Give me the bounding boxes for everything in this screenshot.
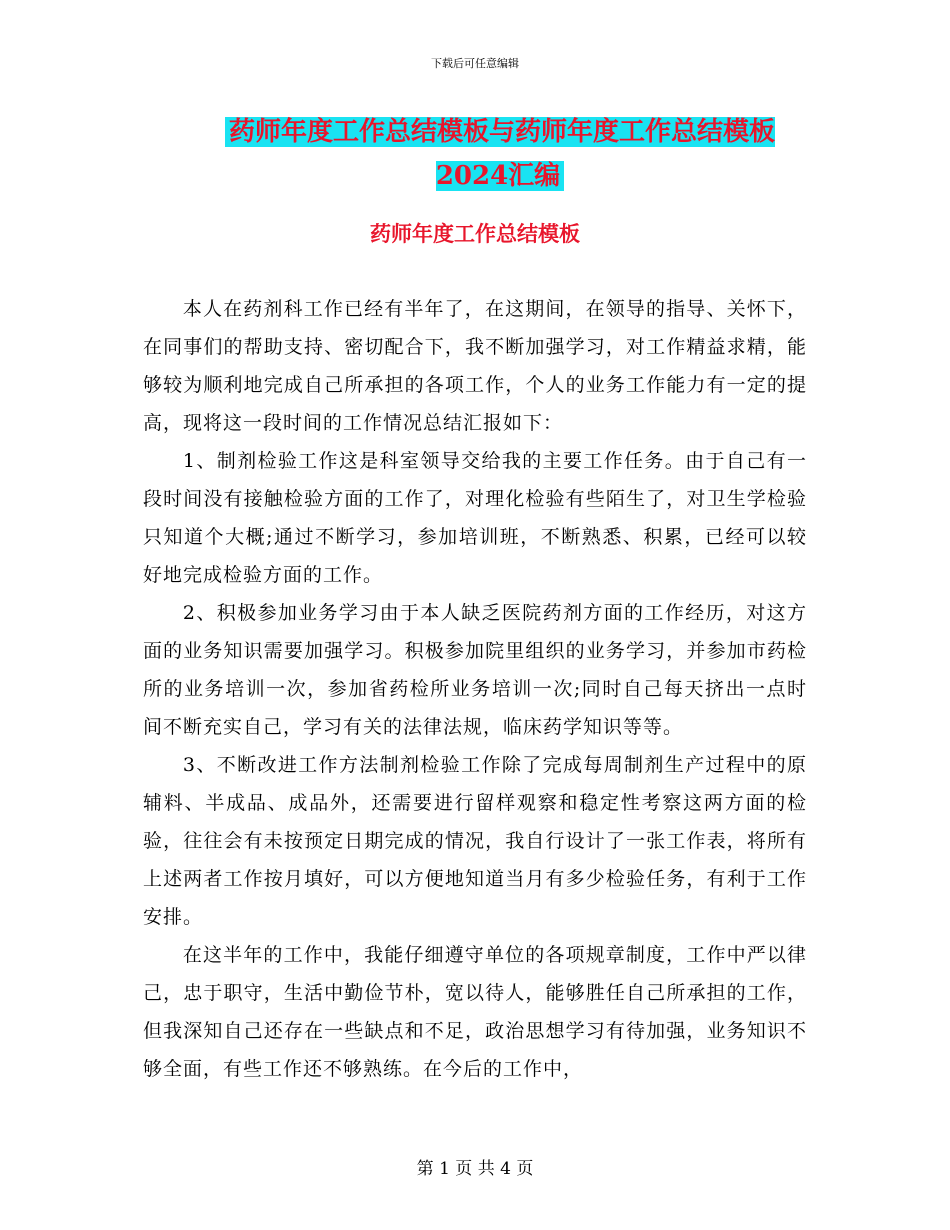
paragraph-item-1: 1、制剂检验工作这是科室领导交给我的主要工作任务。由于自己有一段时间没有接触检验方面的工作了，对理化检验有些陌生了，对卫生学检验只知道个大概;通过不断学习，参加培训班，不断熟悉、积累，已经可以较好地完成检验方面的工作。 xyxy=(143,450,807,586)
section-title: 药师年度工作总结模板 xyxy=(370,221,580,246)
page-number: 第 1 页 共 4 页 xyxy=(416,1159,534,1179)
paragraph-item-2: 2、积极参加业务学习由于本人缺乏医院药剂方面的工作经历，对这方面的业务知识需要加强学习。积极参加院里组织的业务学习，并参加市药检所的业务培训一次，参加省药检所业务培训一次;同时自己每天挤出一点时间不断充实自己，学习有关的法律法规，临床药学知识等等。 xyxy=(143,602,807,738)
page-header-note: 下载后可任意编辑 xyxy=(431,57,519,70)
paragraph-intro: 本人在药剂科工作已经有半年了，在这期间，在领导的指导、关怀下，在同事们的帮助支持、密切配合下，我不断加强学习，对工作精益求精，能够较为顺利地完成自己所承担的各项工作，个人的业务工作能力有一定的提高，现将这一段时间的工作情况总结汇报如下： xyxy=(143,298,807,434)
paragraph-item-3: 3、不断改进工作方法制剂检验工作除了完成每周制剂生产过程中的原辅料、半成品、成品外，还需要进行留样观察和稳定性考察这两方面的检验，往往会有未按预定日期完成的情况，我自行设计了一张工作表，将所有上述两者工作按月填好，可以方便地知道当月有多少检验任务，有利于工作安排。 xyxy=(143,754,807,928)
document-title-text: 药师年度工作总结模板与药师年度工作总结模板2024汇编 xyxy=(225,117,775,191)
document-body xyxy=(143,290,807,1088)
document-title xyxy=(190,110,810,198)
paragraph-summary: 在这半年的工作中，我能仔细遵守单位的各项规章制度，工作中严以律己，忠于职守，生活中勤俭节朴，宽以待人，能够胜任自己所承担的工作，但我深知自己还存在一些缺点和不足，政治思想学习有待加强，业务知识不够全面，有些工作还不够熟练。在今后的工作中， xyxy=(143,944,807,1080)
